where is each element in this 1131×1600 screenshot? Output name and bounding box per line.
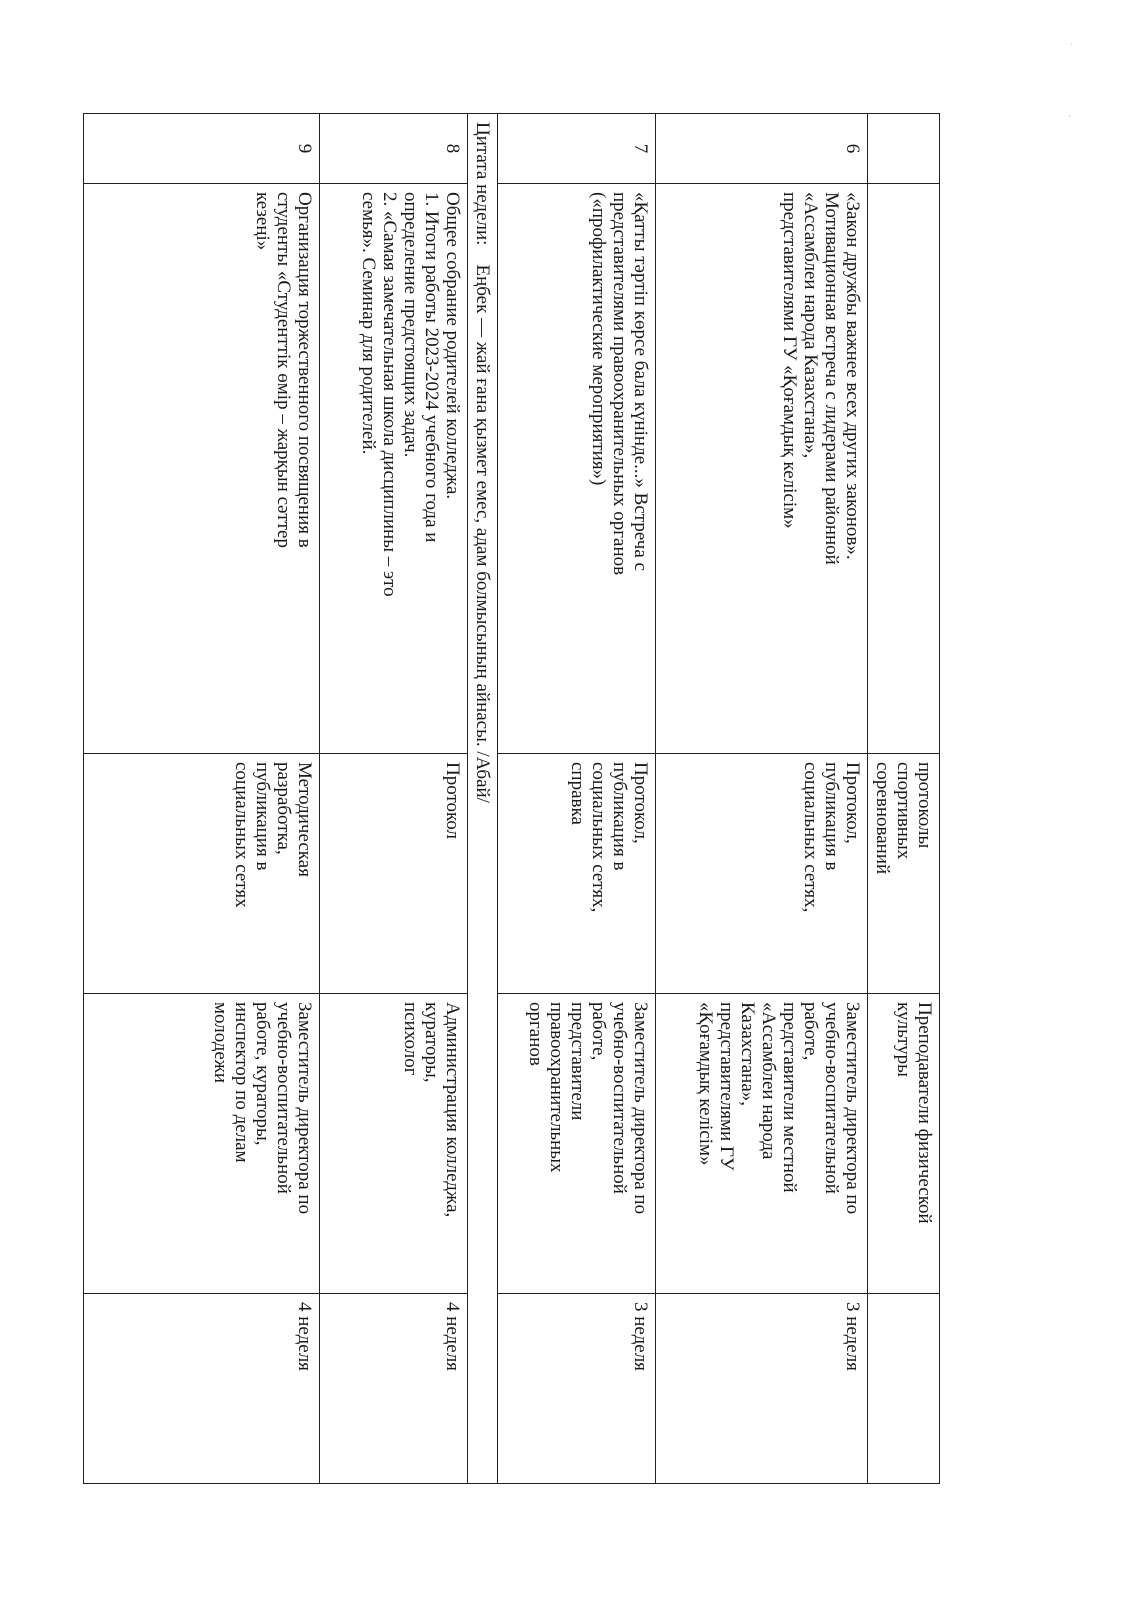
event-cell	[868, 184, 940, 754]
form-line: протоколы	[914, 762, 935, 849]
responsible-line: учебно-воспитательной	[821, 1002, 842, 1194]
responsible-cell	[320, 994, 468, 1294]
event-line: Общее собрание родителей колледжа.	[442, 192, 463, 500]
responsible-line: учебно-воспитательной	[609, 1002, 630, 1194]
responsible-line: кураторы,	[421, 1002, 442, 1083]
event-cell	[498, 184, 656, 754]
quote-row	[468, 114, 498, 1484]
responsible-line: учебно-воспитательной	[273, 1002, 294, 1194]
quote-cell	[468, 114, 498, 1484]
form-cell	[868, 754, 940, 994]
form-line: социальных сетях,	[800, 762, 821, 913]
event-line: 2. «Самая замечательная школа дисциплины – это	[379, 192, 400, 597]
row-number: 6	[656, 114, 868, 184]
responsible-cell	[498, 994, 656, 1294]
responsible-cell	[868, 994, 940, 1294]
event-cell	[320, 184, 468, 754]
quote-label: Цитата недели:	[472, 122, 493, 246]
form-line: спортивных	[893, 762, 914, 860]
row-number: 8	[320, 114, 468, 184]
deadline-cell: 3 неделя	[656, 1294, 868, 1484]
row-number	[868, 114, 940, 184]
table-row	[868, 114, 940, 1484]
form-cell	[498, 754, 656, 994]
responsible-line: психолог	[400, 1002, 421, 1076]
responsible-line: молодежи	[210, 1002, 231, 1084]
event-line: Организация торжественного посвящения в	[294, 192, 315, 548]
row-number: 7	[498, 114, 656, 184]
form-line: справка	[567, 762, 588, 825]
form-line: социальных сетях	[231, 762, 252, 908]
responsible-line: Заместитель директора по	[630, 1002, 651, 1215]
row-number: 9	[84, 114, 320, 184]
responsible-line: культуры	[893, 1002, 914, 1077]
form-line: Протокол,	[842, 762, 863, 844]
deadline-cell: 3 неделя	[498, 1294, 656, 1484]
responsible-line: Заместитель директора по	[294, 1002, 315, 1215]
table-row	[656, 114, 868, 1484]
table-row	[498, 114, 656, 1484]
deadline-cell: 4 неделя	[320, 1294, 468, 1484]
form-line: соревнований	[872, 762, 893, 875]
table-row	[84, 114, 320, 1484]
scan-mark: ·	[1068, 112, 1072, 123]
responsible-line: работе, кураторы,	[252, 1002, 273, 1146]
table-row	[320, 114, 468, 1484]
scan-mark: ·	[1070, 40, 1074, 51]
form-line: публикация в	[821, 762, 842, 871]
responsible-cell	[656, 994, 868, 1294]
event-line: кезеңі»	[252, 192, 273, 251]
form-cell	[84, 754, 320, 994]
responsible-line: инспектор по делам	[231, 1002, 252, 1163]
responsible-line: работе,	[588, 1002, 609, 1061]
form-line: Протокол	[442, 762, 463, 840]
responsible-line: «Ассамблеи народа	[758, 1002, 779, 1160]
responsible-line: представителями ГУ	[716, 1002, 737, 1171]
event-line: 1. Итоги работы 2023-2024 учебного года и	[421, 192, 442, 543]
event-line: студенты «Студенттік өмір – жарқын сәттер	[273, 192, 294, 548]
rotated-page	[90, 113, 940, 1483]
event-cell	[656, 184, 868, 754]
event-plan-table	[83, 113, 940, 1484]
event-line: представителями правоохранительных органов	[609, 192, 630, 576]
responsible-line: представители местной	[779, 1002, 800, 1193]
form-line: Методическая	[294, 762, 315, 877]
event-line: определение предстоящих задач.	[400, 192, 421, 458]
form-line: публикация в	[252, 762, 273, 871]
event-line: («профилактические мероприятия»)	[588, 192, 609, 486]
event-line: «Қатты тәртіп көрсе бала күнінде...» Встреча с	[630, 192, 651, 571]
event-line: «Закон дружбы важнее всех других законов».	[842, 192, 863, 560]
responsible-line: органов	[525, 1002, 546, 1066]
event-line: «Ассамблеи народа Казахстана»,	[800, 192, 821, 459]
responsible-line: правоохранительных	[546, 1002, 567, 1173]
responsible-line: Администрация колледжа,	[442, 1002, 463, 1218]
responsible-line: представители	[567, 1002, 588, 1121]
responsible-cell	[84, 994, 320, 1294]
responsible-line: Казахстана»,	[737, 1002, 758, 1106]
form-line: публикация в	[609, 762, 630, 871]
responsible-line: Преподаватели физической	[914, 1002, 935, 1224]
form-line: социальных сетях,	[588, 762, 609, 913]
responsible-line: работе,	[800, 1002, 821, 1061]
form-cell	[320, 754, 468, 994]
deadline-cell	[868, 1294, 940, 1484]
form-cell	[656, 754, 868, 994]
event-line: Мотивационная встреча с лидерами районной	[821, 192, 842, 565]
responsible-line: «Қоғамдық келісім»	[695, 1002, 716, 1166]
deadline-cell: 4 неделя	[84, 1294, 320, 1484]
event-line: представителями ГУ «Қоғамдық келісім»	[779, 192, 800, 529]
form-line: разработка,	[273, 762, 294, 855]
responsible-line: Заместитель директора по	[842, 1002, 863, 1215]
event-line: семья». Семинар для родителей.	[358, 192, 379, 455]
form-line: Протокол,	[630, 762, 651, 844]
event-cell	[84, 184, 320, 754]
quote-text: Еңбек — жай ғана қызмет емес, адам болмысының айнасы. /Абай/	[472, 264, 493, 803]
